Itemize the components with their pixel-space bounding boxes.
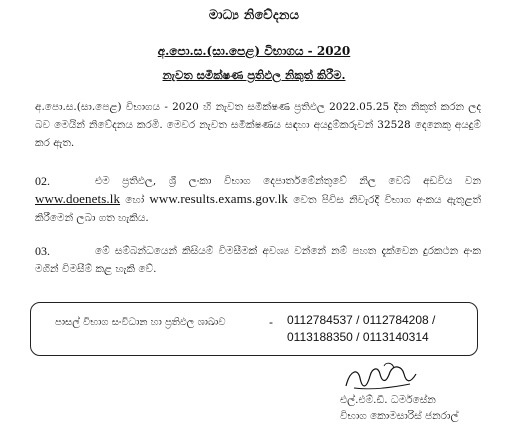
paragraph-2-text-after: වෙත පිවිස නිවැරදි විභාග අංකය ඇතුළත් කිරීමෙන් ලබා ගත හැකිය. bbox=[35, 194, 481, 224]
signatory-title: විභාග කොමසාරිස් ජනරාල් bbox=[340, 410, 459, 422]
contact-phone-numbers bbox=[287, 312, 473, 346]
paragraph-2 bbox=[35, 172, 481, 227]
paragraph-2-body bbox=[35, 172, 481, 227]
subject-exam-name: අ.පො.ස.(සා.පෙළ) විභාගය - bbox=[157, 44, 317, 58]
paragraph-3 bbox=[35, 242, 481, 278]
signatory-name: එල්.එම්.ඩී. ධර්මසේන bbox=[340, 394, 436, 406]
doenets-link[interactable]: www.doenets.lk bbox=[35, 191, 121, 206]
paragraph-3-number: 03. bbox=[35, 244, 50, 258]
contact-separator: - bbox=[269, 315, 273, 329]
results-exams-link[interactable]: www.results.exams.gov.lk bbox=[149, 191, 289, 206]
contact-branch-label: පාසල් විභාග සංවිධාන හා ප්‍රතිඵල ශාඛාව bbox=[55, 317, 226, 328]
paragraph-1: අ.පො.ස.(සා.පෙළ) විභාගය - 2020 හි නැවත සමීක්ෂණ ප්‍රතිඵල 2022.05.25 දින නිකුත් කරන ලද බව මෙයින් නිවේදනය කරමි. මෙවර නැවත සමීක්ෂණය සඳහා අයදුම්කරුවන් 32528 දෙනෙකු අයදුම් කර ඇත. bbox=[35, 101, 481, 149]
paragraph-2-text-middle: හෝ bbox=[120, 194, 150, 206]
paragraph-2-text-before: එම ප්‍රතිඵල, ශ්‍රී ලංකා විභාග දෙපාර්තමේන්තුවේ නිල වෙබ් අඩවිය වන bbox=[95, 175, 481, 187]
document-title: මාධ්‍ය නිවේදනය bbox=[208, 8, 300, 23]
subject-line-exam bbox=[0, 44, 508, 59]
contact-box bbox=[30, 302, 478, 356]
paragraph-2-number: 02. bbox=[35, 174, 50, 188]
subject-exam-year: 2020 bbox=[316, 44, 351, 58]
handwritten-signature bbox=[340, 360, 420, 394]
phone-numbers-line-1: 0112784537 / 0112784208 / bbox=[287, 313, 436, 327]
paragraph-3-body: මේ සම්බන්ධයෙන් කිසියම් විමසීමක් අවශ්‍ය වන්නේ නම් පහත දැක්වෙන දුරකථන අංක මගින් විමසීම් කළ හැකි වේ. bbox=[35, 245, 481, 275]
subject-line-topic: නැවත සමීක්ෂණ ප්‍රතිඵල නිකුත් කිරීම. bbox=[162, 68, 346, 82]
phone-numbers-line-2: 0113188350 / 0113140314 bbox=[287, 330, 429, 344]
